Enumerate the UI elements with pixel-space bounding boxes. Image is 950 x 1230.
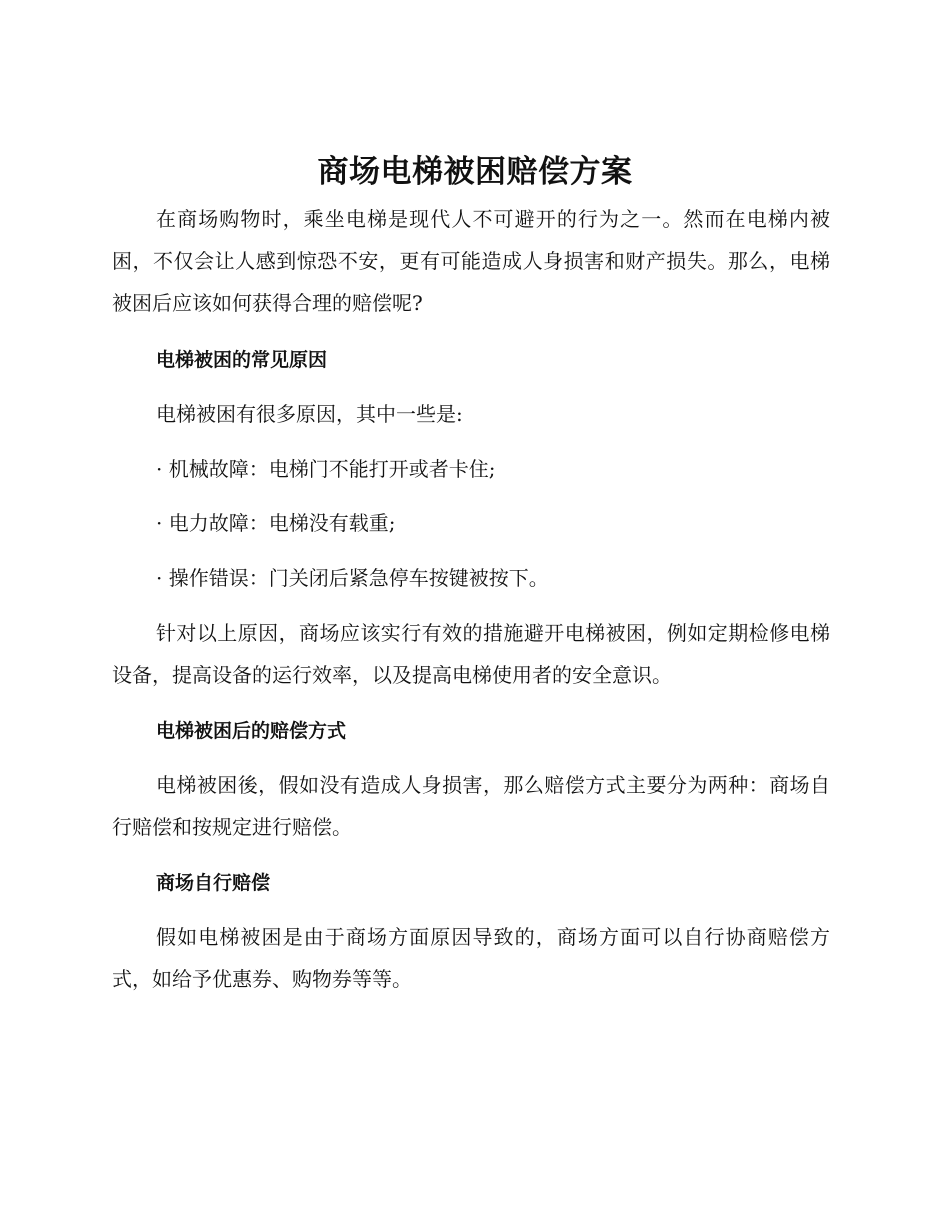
section-heading-compensation: 电梯被困后的赔偿方式 <box>156 720 347 742</box>
self-compensation-paragraph: 假如电梯被困是由于商场方面原因导致的，商场方面可以自行协商赔偿方式，如给予优惠券、购物券等等。 <box>112 925 830 991</box>
list-item: · 电力故障：电梯没有载重; <box>156 511 396 535</box>
section-heading-causes: 电梯被困的常见原因 <box>156 349 328 371</box>
list-item: · 操作错误：门关闭后紧急停车按键被按下。 <box>156 566 549 590</box>
causes-lead-text: 电梯被困有很多原因，其中一些是: <box>156 402 463 426</box>
causes-conclusion-paragraph: 针对以上原因，商场应该实行有效的措施避开电梯被困，例如定期检修电梯设备，提高设备的运行效率，以及提高电梯使用者的安全意识。 <box>112 621 830 687</box>
section-heading-self-compensation: 商场自行赔偿 <box>156 872 271 894</box>
compensation-paragraph: 电梯被困後，假如没有造成人身损害，那么赔偿方式主要分为两种：商场自行赔偿和按规定进行赔偿。 <box>112 773 830 839</box>
intro-paragraph: 在商场购物时，乘坐电梯是现代人不可避开的行为之一。然而在电梯内被困，不仅会让人感到惊恐不安，更有可能造成人身损害和财产损失。那么，电梯被困后应该如何获得合理的赔偿呢? <box>112 207 830 315</box>
list-item: · 机械故障：电梯门不能打开或者卡住; <box>156 457 496 481</box>
document-title: 商场电梯被困赔偿方案 <box>317 154 633 190</box>
